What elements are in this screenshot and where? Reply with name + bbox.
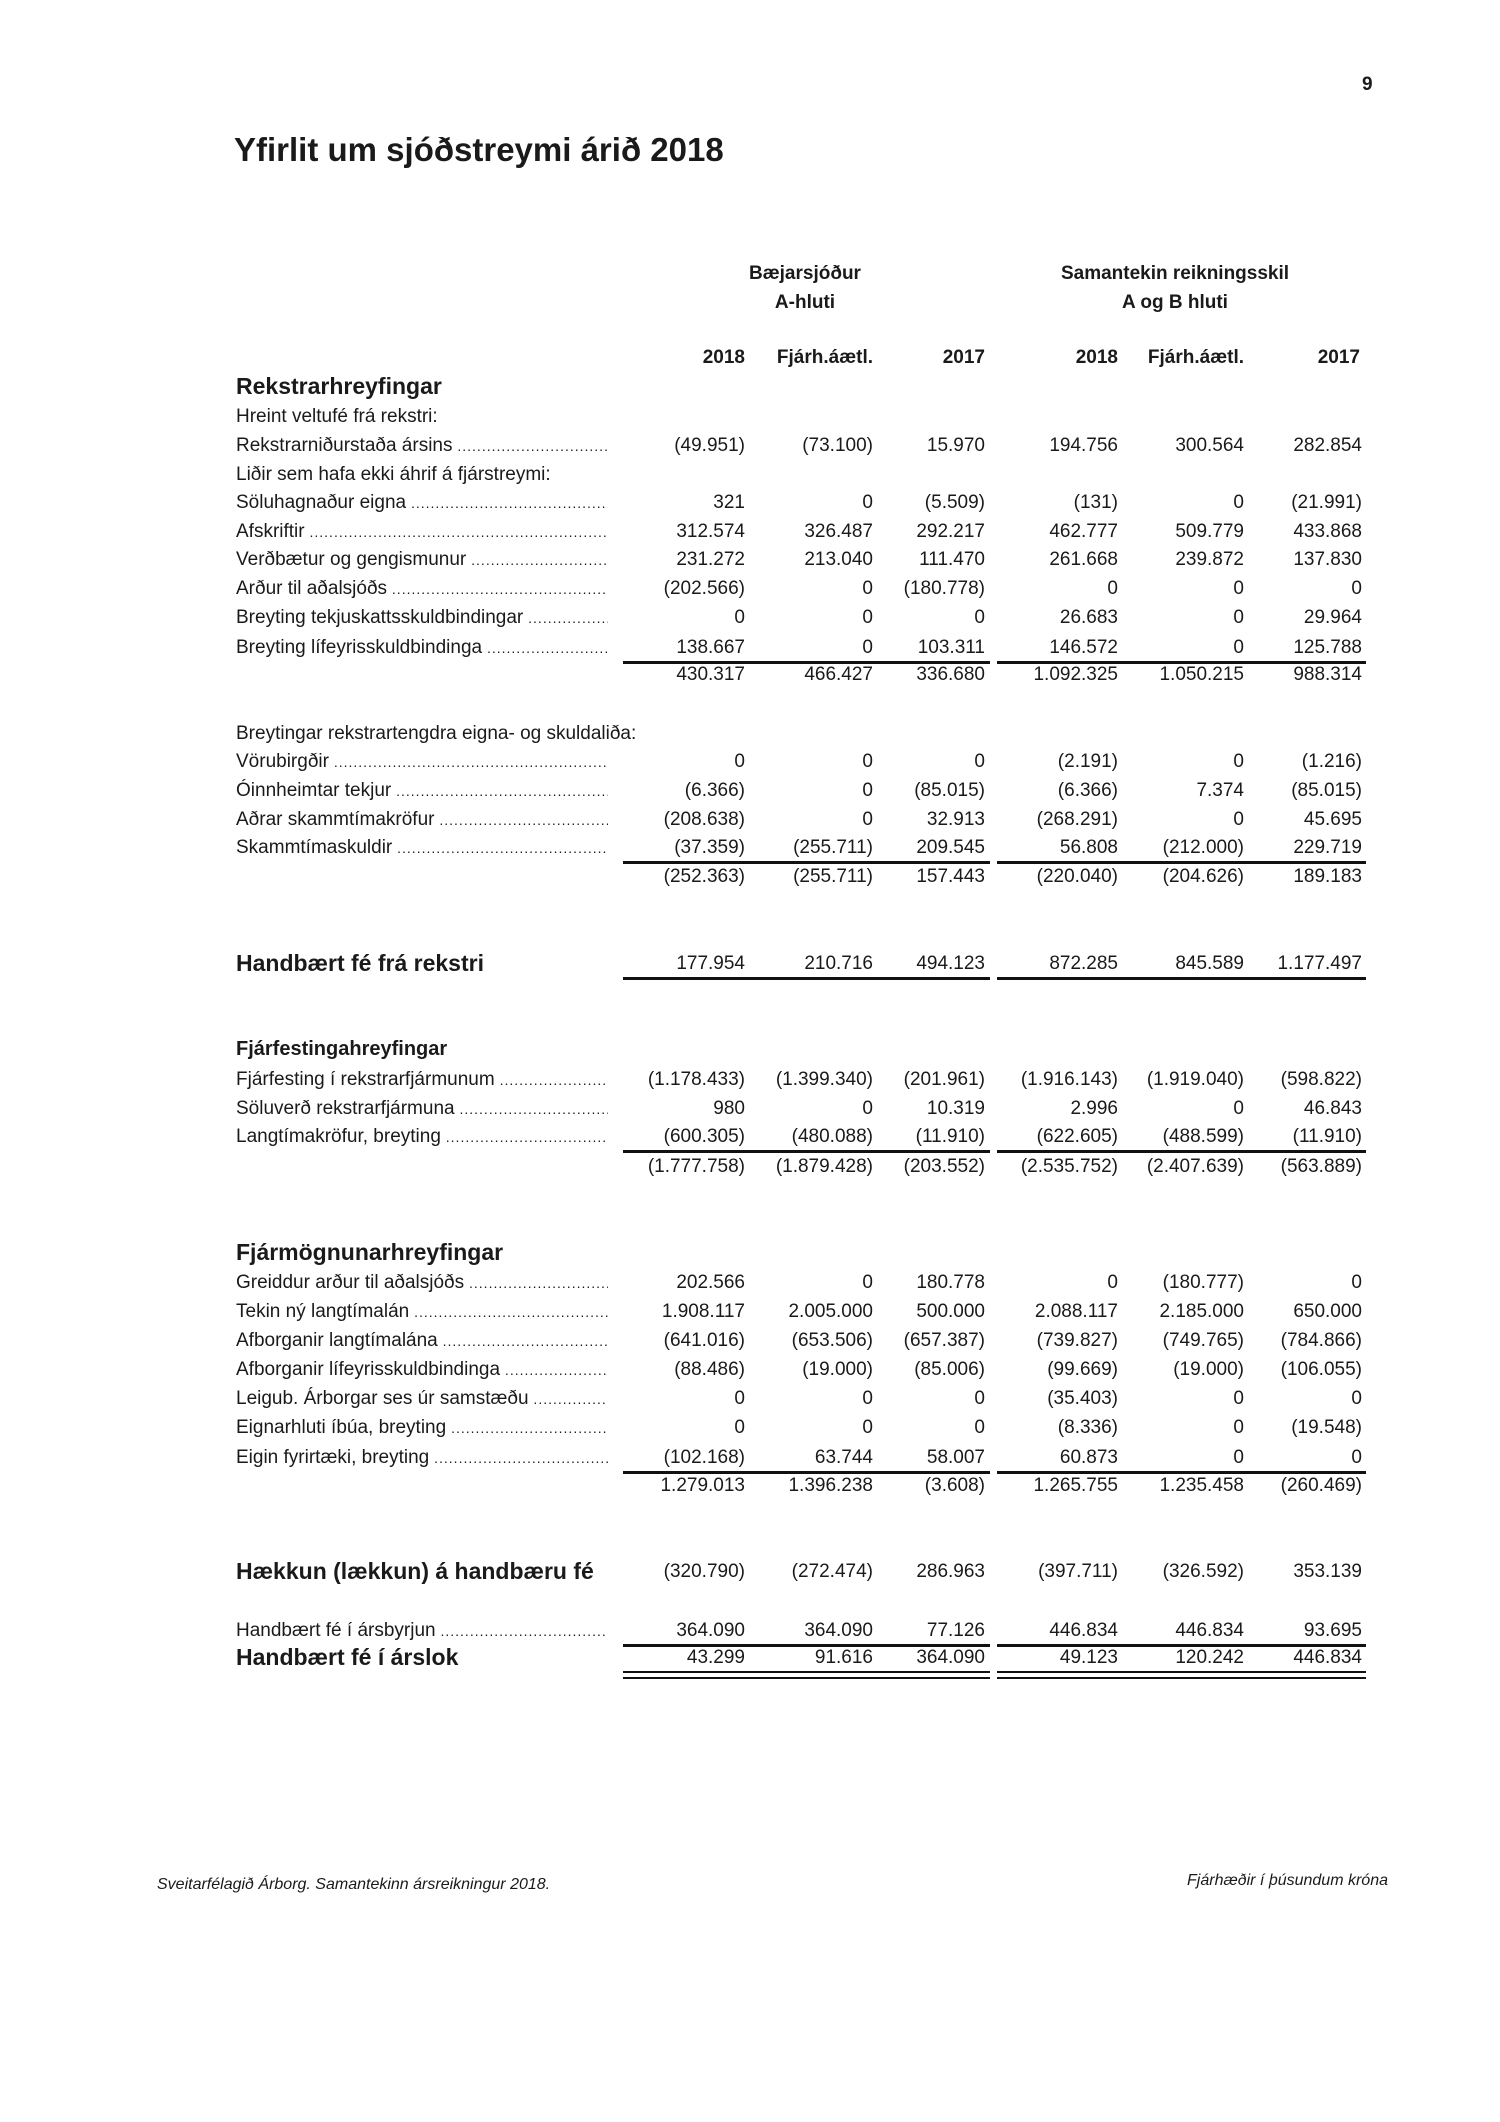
value-cell: (784.866): [1280, 1330, 1362, 1351]
value-cell: 845.589: [1175, 953, 1244, 974]
subheading-row: [236, 460, 1366, 489]
value-cell: (19.548): [1291, 1417, 1362, 1438]
subheading-row: [236, 402, 1366, 431]
value-cell: (131): [1073, 492, 1118, 513]
value-cell: 353.139: [1293, 1561, 1362, 1582]
value-cell: (488.599): [1162, 1126, 1244, 1147]
row-label: Tekin ný langtímalán .....: [236, 1297, 608, 1327]
section-heading: [236, 1035, 1366, 1064]
value-cell: (2.407.639): [1146, 1156, 1244, 1177]
value-cell: (19.000): [802, 1359, 873, 1380]
value-cell: (657.387): [903, 1330, 985, 1351]
row-label: Verðbætur og gengismunur .....: [236, 545, 608, 575]
table-row: [236, 1557, 1366, 1586]
value-cell: 231.272: [676, 549, 745, 570]
group-title: Bæjarsjóður: [749, 263, 861, 284]
value-cell: 45.695: [1303, 809, 1362, 830]
value-cell: (260.469): [1280, 1475, 1362, 1496]
value-cell: (268.291): [1036, 809, 1118, 830]
row-label: Fjárfesting í rekstrarfjármunum .....: [236, 1065, 608, 1095]
row-label: Rekstrarhreyfingar: [236, 373, 442, 399]
value-cell: 0: [1233, 1447, 1244, 1468]
table-row: [236, 1384, 1366, 1413]
value-cell: 0: [1233, 751, 1244, 772]
value-cell: 462.777: [1049, 521, 1118, 542]
value-cell: 0: [734, 607, 745, 628]
value-cell: 0: [1233, 578, 1244, 599]
value-cell: (255.711): [793, 866, 873, 887]
value-cell: 1.050.215: [1159, 664, 1244, 685]
group-header-a-hluti: [655, 259, 955, 317]
value-cell: 0: [862, 780, 873, 801]
table-row: [236, 574, 1366, 603]
value-cell: (204.626): [1162, 866, 1244, 887]
value-cell: (641.016): [663, 1330, 745, 1351]
value-cell: 0: [1233, 607, 1244, 628]
total-underline: [623, 977, 990, 980]
value-cell: (2.535.752): [1020, 1156, 1118, 1177]
subtotal-row: [236, 862, 1366, 891]
value-cell: 137.830: [1293, 549, 1362, 570]
value-cell: 0: [1233, 809, 1244, 830]
value-cell: 988.314: [1293, 664, 1362, 685]
value-cell: 326.487: [804, 521, 873, 542]
table-row: [236, 603, 1366, 632]
value-cell: (220.040): [1036, 866, 1118, 887]
row-label: Breytingar rekstrartengdra eigna- og skuldaliða:: [236, 723, 637, 744]
row-label: Skammtímaskuldir .....: [236, 833, 608, 863]
value-cell: (600.305): [663, 1126, 745, 1147]
value-cell: 7.374: [1196, 780, 1244, 801]
value-cell: 2.005.000: [788, 1301, 873, 1322]
value-cell: 364.090: [916, 1647, 985, 1668]
group-header-samantekin: [1025, 259, 1325, 317]
value-cell: (49.951): [674, 435, 745, 456]
row-label: Afborganir lífeyrisskuldbindinga .....: [236, 1355, 608, 1385]
value-cell: 433.868: [1293, 521, 1362, 542]
value-cell: (653.506): [791, 1330, 873, 1351]
row-label: Hækkun (lækkun) á handbæru fé: [236, 1558, 594, 1584]
value-cell: 1.908.117: [661, 1301, 745, 1322]
value-cell: (8.336): [1057, 1417, 1118, 1438]
row-label: Afborganir langtímalána .....: [236, 1326, 608, 1356]
value-cell: 0: [1233, 492, 1244, 513]
table-row: [236, 431, 1366, 460]
value-cell: 0: [862, 1272, 873, 1293]
value-cell: 0: [862, 492, 873, 513]
value-cell: (85.015): [1291, 780, 1362, 801]
value-cell: 500.000: [916, 1301, 985, 1322]
value-cell: 2.088.117: [1034, 1301, 1118, 1322]
value-cell: 0: [1233, 637, 1244, 658]
value-cell: (6.366): [684, 780, 745, 801]
value-cell: 282.854: [1293, 435, 1362, 456]
value-cell: 49.123: [1059, 1647, 1118, 1668]
subtotal-row: [236, 1471, 1366, 1500]
value-cell: (255.711): [793, 837, 873, 858]
value-cell: 446.834: [1049, 1620, 1118, 1641]
table-row: [236, 488, 1366, 517]
value-cell: 32.913: [926, 809, 985, 830]
value-cell: (202.566): [663, 578, 745, 599]
value-cell: 494.123: [916, 953, 985, 974]
value-cell: (106.055): [1280, 1359, 1362, 1380]
value-cell: (252.363): [663, 866, 745, 887]
value-cell: 125.788: [1293, 637, 1362, 658]
table-row: [236, 517, 1366, 546]
value-cell: 111.470: [919, 549, 985, 570]
value-cell: 286.963: [916, 1561, 985, 1582]
value-cell: (6.366): [1057, 780, 1118, 801]
row-label: Langtímakröfur, breyting .....: [236, 1122, 608, 1152]
column-header: 2018: [702, 347, 745, 368]
value-cell: 77.126: [926, 1620, 985, 1641]
value-cell: 0: [862, 809, 873, 830]
value-cell: 209.545: [916, 837, 985, 858]
value-cell: 0: [974, 751, 985, 772]
value-cell: 364.090: [676, 1620, 745, 1641]
column-header: Fjárh.áætl.: [1147, 347, 1244, 368]
value-cell: 466.427: [804, 664, 873, 685]
value-cell: (1.777.758): [647, 1156, 745, 1177]
row-label: Handbært fé í árslok: [236, 1644, 459, 1670]
value-cell: 0: [734, 1417, 745, 1438]
value-cell: 239.872: [1175, 549, 1244, 570]
value-cell: 0: [862, 578, 873, 599]
table-row: [236, 1355, 1366, 1384]
value-cell: 58.007: [926, 1447, 985, 1468]
row-label: Vörubirgðir .....: [236, 747, 608, 777]
value-cell: 336.680: [916, 664, 985, 685]
table-row: [236, 1065, 1366, 1094]
value-cell: (180.777): [1162, 1272, 1244, 1293]
value-cell: 146.572: [1049, 637, 1118, 658]
page-number: 9: [1362, 74, 1373, 95]
table-row: [236, 1413, 1366, 1442]
value-cell: 0: [1233, 1388, 1244, 1409]
value-cell: 509.779: [1175, 521, 1244, 542]
value-cell: 180.778: [916, 1272, 985, 1293]
row-label: Handbært fé í ársbyrjun .....: [236, 1616, 608, 1646]
total-underline: [997, 977, 1366, 980]
double-underline: [997, 1671, 1366, 1673]
subtotal-row: [236, 1152, 1366, 1181]
value-cell: 0: [1107, 578, 1118, 599]
value-cell: 229.719: [1293, 837, 1362, 858]
value-cell: (272.474): [791, 1561, 873, 1582]
row-label: Rekstrarniðurstaða ársins .....: [236, 431, 608, 461]
value-cell: 0: [974, 1417, 985, 1438]
value-cell: 189.183: [1293, 866, 1362, 887]
double-underline: [623, 1671, 990, 1673]
value-cell: 0: [1351, 1388, 1362, 1409]
value-cell: 1.279.013: [660, 1475, 745, 1496]
value-cell: (203.552): [903, 1156, 985, 1177]
value-cell: (37.359): [674, 837, 745, 858]
value-cell: 321: [713, 492, 745, 513]
value-cell: 0: [1233, 1417, 1244, 1438]
table-row: [236, 1094, 1366, 1123]
value-cell: (11.910): [915, 1126, 985, 1147]
group-subtitle: A-hluti: [774, 292, 836, 313]
value-cell: (102.168): [663, 1447, 745, 1468]
row-label: Hreint veltufé frá rekstri:: [236, 406, 438, 427]
row-label: Aðrar skammtímakröfur .....: [236, 805, 608, 835]
value-cell: 0: [862, 751, 873, 772]
value-cell: 60.873: [1059, 1447, 1118, 1468]
row-label: Fjármögnunarhreyfingar: [236, 1239, 504, 1265]
value-cell: 292.217: [916, 521, 985, 542]
value-cell: (208.638): [663, 809, 745, 830]
row-label: Handbært fé frá rekstri: [236, 950, 484, 976]
value-cell: (19.000): [1173, 1359, 1244, 1380]
row-label: Söluverð rekstrarfjármuna .....: [236, 1094, 608, 1124]
value-cell: 300.564: [1175, 435, 1244, 456]
table-row: [236, 545, 1366, 574]
row-label: Fjárfestingahreyfingar: [236, 1038, 448, 1060]
value-cell: 0: [862, 1098, 873, 1119]
column-header: 2017: [1317, 347, 1360, 368]
value-cell: 0: [734, 1388, 745, 1409]
footer-right: Fjárhæðir í þúsundum króna: [1187, 1872, 1388, 1889]
page-title: Yfirlit um sjóðstreymi árið 2018: [234, 131, 724, 168]
value-cell: 650.000: [1293, 1301, 1362, 1322]
table-row: [236, 633, 1366, 662]
value-cell: 0: [974, 607, 985, 628]
value-cell: (73.100): [802, 435, 873, 456]
value-cell: (201.961): [903, 1069, 985, 1090]
value-cell: 2.185.000: [1159, 1301, 1244, 1322]
value-cell: 0: [862, 637, 873, 658]
row-label: Arður til aðalsjóðs .....: [236, 574, 608, 604]
value-cell: 1.177.497: [1277, 953, 1362, 974]
value-cell: 872.285: [1049, 953, 1118, 974]
row-label: Breyting tekjuskattsskuldbindingar .....: [236, 603, 608, 633]
value-cell: (320.790): [663, 1561, 745, 1582]
value-cell: (563.889): [1280, 1156, 1362, 1177]
value-cell: (85.006): [914, 1359, 985, 1380]
row-label: Eignarhluti íbúa, breyting .....: [236, 1413, 608, 1443]
value-cell: (1.916.143): [1020, 1069, 1118, 1090]
value-cell: 1.265.755: [1033, 1475, 1118, 1496]
value-cell: 0: [862, 1417, 873, 1438]
value-cell: (212.000): [1162, 837, 1244, 858]
table-row: [236, 1643, 1366, 1672]
value-cell: (99.669): [1047, 1359, 1118, 1380]
value-cell: 210.716: [804, 953, 873, 974]
row-label: Leigub. Árborgar ses úr samstæðu .....: [236, 1384, 608, 1414]
value-cell: 43.299: [686, 1647, 745, 1668]
value-cell: 10.319: [926, 1098, 985, 1119]
value-cell: (3.608): [924, 1475, 985, 1496]
value-cell: 1.092.325: [1033, 664, 1118, 685]
value-cell: 157.443: [916, 866, 985, 887]
value-cell: (1.919.040): [1146, 1069, 1244, 1090]
value-cell: 446.834: [1293, 1647, 1362, 1668]
value-cell: (397.711): [1038, 1561, 1118, 1582]
value-cell: 0: [862, 1388, 873, 1409]
value-cell: 1.396.238: [788, 1475, 873, 1496]
table-row: [236, 949, 1366, 978]
value-cell: (749.765): [1162, 1330, 1244, 1351]
section-heading: [236, 1238, 1366, 1267]
table-row: [236, 1268, 1366, 1297]
value-cell: 0: [1233, 1098, 1244, 1119]
subheading-row: [236, 719, 1366, 748]
value-cell: 0: [1351, 1447, 1362, 1468]
column-header: 2018: [1075, 347, 1118, 368]
row-label: Greiddur arður til aðalsjóðs .....: [236, 1268, 608, 1298]
value-cell: 261.668: [1049, 549, 1118, 570]
value-cell: 194.756: [1049, 435, 1118, 456]
value-cell: 0: [1351, 1272, 1362, 1293]
value-cell: 26.683: [1059, 607, 1118, 628]
double-underline: [623, 1677, 990, 1679]
table-row: [236, 776, 1366, 805]
value-cell: 63.744: [814, 1447, 873, 1468]
value-cell: 202.566: [676, 1272, 745, 1293]
value-cell: (622.605): [1036, 1126, 1118, 1147]
value-cell: (1.879.428): [775, 1156, 873, 1177]
value-cell: (739.827): [1036, 1330, 1118, 1351]
row-label: Breyting lífeyrisskuldbindinga .....: [236, 633, 608, 663]
value-cell: 15.970: [926, 435, 985, 456]
value-cell: (2.191): [1057, 751, 1118, 772]
group-title: Samantekin reikningsskil: [1060, 263, 1290, 284]
row-label: Óinnheimtar tekjur .....: [236, 776, 608, 806]
value-cell: (1.216): [1301, 751, 1362, 772]
value-cell: (21.991): [1291, 492, 1362, 513]
value-cell: 120.242: [1175, 1647, 1244, 1668]
subtotal-row: [236, 660, 1366, 689]
value-cell: 312.574: [676, 521, 745, 542]
value-cell: 138.667: [676, 637, 745, 658]
value-cell: 980: [713, 1098, 745, 1119]
value-cell: 177.954: [676, 953, 745, 974]
value-cell: (88.486): [674, 1359, 745, 1380]
table-row: [236, 1443, 1366, 1472]
value-cell: (326.592): [1162, 1561, 1244, 1582]
value-cell: (180.778): [903, 578, 985, 599]
row-label: Söluhagnaður eigna .....: [236, 488, 608, 518]
value-cell: (5.509): [924, 492, 985, 513]
footer-left: Sveitarfélagið Árborg. Samantekinn ársreikningur 2018.: [157, 1876, 551, 1893]
table-row: [236, 1616, 1366, 1645]
value-cell: 29.964: [1303, 607, 1362, 628]
value-cell: 91.616: [814, 1647, 873, 1668]
double-underline: [997, 1677, 1366, 1679]
value-cell: 0: [1107, 1272, 1118, 1293]
table-row: [236, 805, 1366, 834]
value-cell: 103.311: [917, 637, 985, 658]
value-cell: 56.808: [1059, 837, 1118, 858]
value-cell: 0: [974, 1388, 985, 1409]
value-cell: 430.317: [676, 664, 745, 685]
value-cell: (85.015): [914, 780, 985, 801]
value-cell: 0: [1351, 578, 1362, 599]
column-header: 2017: [942, 347, 985, 368]
value-cell: (35.403): [1047, 1388, 1118, 1409]
row-label: Eigin fyrirtæki, breyting .....: [236, 1443, 608, 1473]
row-label: Liðir sem hafa ekki áhrif á fjárstreymi:: [236, 464, 551, 485]
value-cell: 364.090: [804, 1620, 873, 1641]
table-row: [236, 1326, 1366, 1355]
value-cell: (598.822): [1280, 1069, 1362, 1090]
value-cell: 0: [734, 751, 745, 772]
value-cell: (1.178.433): [647, 1069, 745, 1090]
value-cell: 2.996: [1070, 1098, 1118, 1119]
value-cell: (11.910): [1292, 1126, 1362, 1147]
value-cell: 446.834: [1175, 1620, 1244, 1641]
value-cell: (1.399.340): [775, 1069, 873, 1090]
value-cell: 93.695: [1303, 1620, 1362, 1641]
row-label: Afskriftir .....: [236, 517, 608, 547]
table-row: [236, 1297, 1366, 1326]
table-row: [236, 833, 1366, 862]
table-row: [236, 1122, 1366, 1151]
value-cell: 0: [862, 607, 873, 628]
table-row: [236, 747, 1366, 776]
group-subtitle: A og B hluti: [1122, 292, 1228, 313]
column-header: Fjárh.áætl.: [776, 347, 873, 368]
value-cell: 46.843: [1303, 1098, 1362, 1119]
section-heading: [236, 372, 1366, 401]
value-cell: 1.235.458: [1159, 1475, 1244, 1496]
value-cell: 213.040: [804, 549, 873, 570]
value-cell: (480.088): [791, 1126, 873, 1147]
